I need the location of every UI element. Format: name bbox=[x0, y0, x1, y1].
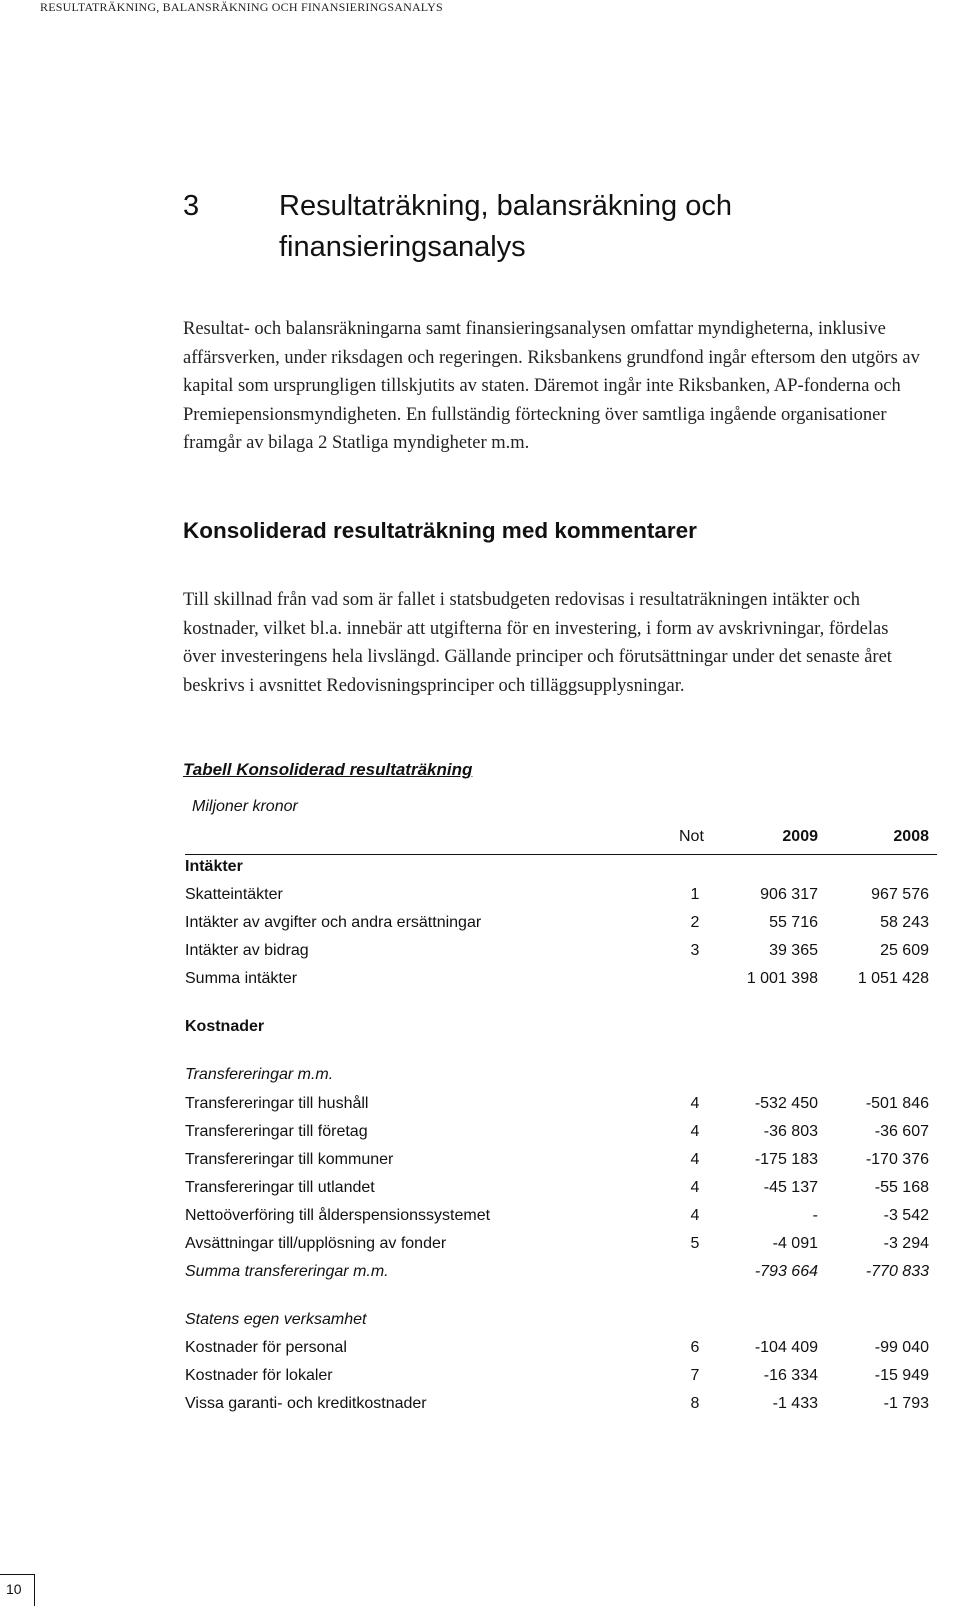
table-row bbox=[185, 942, 937, 964]
row-label: Skatteintäkter bbox=[185, 886, 283, 903]
chapter-title-line-2: finansieringsanalys bbox=[279, 231, 526, 263]
table-row bbox=[185, 886, 937, 908]
row-value-2008: 1 051 428 bbox=[857, 970, 929, 987]
column-header-2008: 2008 bbox=[893, 828, 929, 845]
table-row bbox=[185, 1235, 937, 1257]
table-row-total-income bbox=[185, 970, 937, 992]
row-label: Transfereringar till utlandet bbox=[185, 1179, 375, 1196]
table-row bbox=[185, 1395, 937, 1417]
table-row-subsection-egen-verksamhet bbox=[185, 1311, 937, 1333]
row-note: 4 bbox=[690, 1095, 700, 1112]
row-label: Transfereringar till företag bbox=[185, 1123, 368, 1140]
row-value-2009: -4 091 bbox=[772, 1235, 818, 1252]
row-label: Intäkter bbox=[185, 858, 243, 875]
column-header-2009: 2009 bbox=[782, 828, 818, 845]
row-label: Statens egen verksamhet bbox=[185, 1311, 367, 1328]
row-value-2008: -3 294 bbox=[883, 1235, 929, 1252]
table-row-total-transfers bbox=[185, 1263, 937, 1285]
row-value-2009: -45 137 bbox=[763, 1179, 818, 1196]
row-value-2008: -15 949 bbox=[874, 1367, 929, 1384]
row-label: Kostnader för lokaler bbox=[185, 1367, 333, 1384]
row-value-2009: 55 716 bbox=[769, 914, 818, 931]
table-row bbox=[185, 1367, 937, 1389]
row-label: Summa intäkter bbox=[185, 970, 298, 987]
row-value-2009: -1 433 bbox=[772, 1395, 818, 1412]
section-paragraph: Till skillnad från vad som är fallet i statsbudgeten redovisas i resultaträkningen intäkter och kostnader, vilket bl.a. innebär att utgifterna för en investering, i form av avskrivningar, fördelas över investeringens hela livslängd. Gällande principer och förutsättningar under det senaste året beskrivs i avsnittet Redovisningsprinciper och tilläggsupplysningar. bbox=[183, 590, 892, 696]
row-value-2008: -770 833 bbox=[865, 1263, 929, 1280]
row-value-2009: -175 183 bbox=[754, 1151, 818, 1168]
row-note: 4 bbox=[690, 1179, 700, 1196]
row-value-2009: -793 664 bbox=[754, 1263, 818, 1280]
row-value-2009: 906 317 bbox=[760, 886, 818, 903]
row-value-2009: - bbox=[812, 1207, 818, 1224]
row-value-2009: -104 409 bbox=[754, 1339, 818, 1356]
table-row-subsection-transfereringar bbox=[185, 1066, 937, 1088]
row-note: 4 bbox=[690, 1151, 700, 1168]
row-label: Intäkter av avgifter och andra ersättningar bbox=[185, 914, 482, 931]
table-row-section-kostnader bbox=[185, 1018, 937, 1040]
row-value-2009: -36 803 bbox=[763, 1123, 818, 1140]
row-value-2009: -532 450 bbox=[754, 1095, 818, 1112]
column-header-note: Not bbox=[679, 828, 704, 845]
table-row bbox=[185, 1207, 937, 1229]
table-unit: Miljoner kronor bbox=[192, 798, 298, 815]
table-row bbox=[185, 914, 937, 936]
row-label: Transfereringar till kommuner bbox=[185, 1151, 394, 1168]
chapter-number: 3 bbox=[183, 190, 200, 222]
row-label: Summa transfereringar m.m. bbox=[185, 1263, 389, 1280]
row-value-2008: -501 846 bbox=[865, 1095, 929, 1112]
row-label: Transfereringar till hushåll bbox=[185, 1095, 369, 1112]
row-value-2008: -1 793 bbox=[883, 1395, 929, 1412]
section-heading: Konsoliderad resultaträkning med kommentarer bbox=[183, 518, 697, 543]
row-value-2008: -170 376 bbox=[865, 1151, 929, 1168]
row-note: 7 bbox=[690, 1367, 700, 1384]
row-note: 5 bbox=[690, 1235, 700, 1252]
page-number: 10 bbox=[6, 1581, 22, 1597]
table-caption: Tabell Konsoliderad resultaträkning bbox=[183, 760, 473, 779]
row-note: 6 bbox=[690, 1339, 700, 1356]
page-number-box bbox=[0, 1574, 35, 1606]
row-value-2008: -55 168 bbox=[874, 1179, 929, 1196]
row-label: Nettoöverföring till ålderspensionssystemet bbox=[185, 1207, 491, 1224]
table-row bbox=[185, 1179, 937, 1201]
income-statement-table bbox=[185, 0, 937, 1605]
row-label: Avsättningar till/upplösning av fonder bbox=[185, 1235, 447, 1252]
table-row bbox=[185, 1123, 937, 1145]
row-note: 1 bbox=[690, 886, 700, 903]
row-note: 4 bbox=[690, 1123, 700, 1140]
table-row bbox=[185, 1151, 937, 1173]
row-note: 2 bbox=[690, 914, 700, 931]
intro-paragraph: Resultat- och balansräkningarna samt finansieringsanalysen omfattar myndigheterna, inklusive affärsverken, under riksdagen och regeringen. Riksbankens grundfond ingår eftersom den utgörs av kapital som ursprungligen tillskjutits av staten. Däremot ingår inte Riksbanken, AP-fonderna och Premiepensionsmyndigheten. En fullständig förteckning över samtliga ingående organisationer framgår av bilaga 2 Statliga myndigheter m.m. bbox=[183, 319, 920, 453]
row-label: Intäkter av bidrag bbox=[185, 942, 309, 959]
row-value-2008: -99 040 bbox=[874, 1339, 929, 1356]
row-value-2009: 1 001 398 bbox=[746, 970, 818, 987]
row-note: 8 bbox=[690, 1395, 700, 1412]
row-value-2009: -16 334 bbox=[763, 1367, 818, 1384]
row-note: 3 bbox=[690, 942, 700, 959]
table-row bbox=[185, 1095, 937, 1117]
row-value-2009: 39 365 bbox=[769, 942, 818, 959]
row-value-2008: 58 243 bbox=[880, 914, 929, 931]
row-value-2008: 967 576 bbox=[871, 886, 929, 903]
running-header: RESULTATRÄKNING, BALANSRÄKNING OCH FINANSIERINGSANALYS bbox=[40, 0, 443, 14]
row-label: Vissa garanti- och kreditkostnader bbox=[185, 1395, 427, 1412]
row-value-2008: -3 542 bbox=[883, 1207, 929, 1224]
table-row-section-intakter bbox=[185, 858, 937, 880]
chapter-title-line-1: Resultaträkning, balansräkning och bbox=[279, 190, 732, 222]
row-label: Kostnader bbox=[185, 1018, 265, 1035]
table-column-header bbox=[185, 828, 937, 855]
row-label: Kostnader för personal bbox=[185, 1339, 347, 1356]
row-value-2008: -36 607 bbox=[874, 1123, 929, 1140]
table-row bbox=[185, 1339, 937, 1361]
row-note: 4 bbox=[690, 1207, 700, 1224]
row-value-2008: 25 609 bbox=[880, 942, 929, 959]
row-label: Transfereringar m.m. bbox=[185, 1066, 334, 1083]
